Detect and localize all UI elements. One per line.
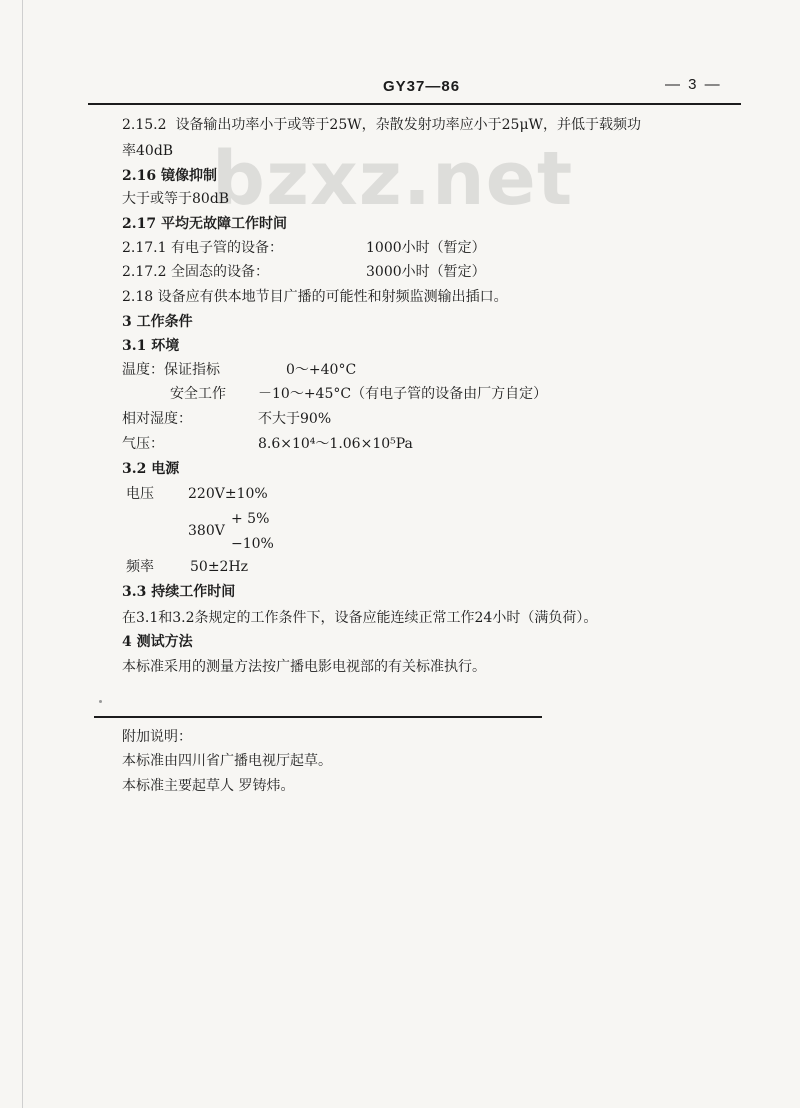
clause-3-3-body: 在3.1和3.2条规定的工作条件下，设备应能连续正常工作24小时（满负荷）。 — [122, 610, 598, 626]
heading-3-2: 3.2 电源 — [122, 461, 180, 477]
temp-value: 0～+40°C — [286, 362, 357, 378]
heading-2-17: 2.17 平均无故障工作时间 — [122, 216, 287, 232]
clause-text: 设备输出功率小于或等于25W，杂散发射功率应小于25μW，并低于载频功 — [175, 117, 641, 133]
clause-2-16-body: 大于或等于80dB — [122, 191, 230, 207]
notes-rule — [94, 716, 542, 718]
safe-label: 安全工作 — [170, 386, 226, 402]
voltage-380-plus: + 5% — [231, 511, 270, 527]
notes-line1: 本标准由四川省广播电视厅起草。 — [122, 753, 332, 769]
pressure-value: 8.6×10⁴～1.06×10⁵Pa — [258, 436, 413, 452]
notes-title: 附加说明： — [122, 729, 192, 745]
page-number: — 3 — — [665, 76, 722, 93]
clause-2-17-1-label: 2.17.1 有电子管的设备： — [122, 240, 283, 256]
heading-4: 4 测试方法 — [122, 634, 193, 650]
temp-label: 温度：保证指标 — [122, 362, 220, 378]
pressure-label: 气压： — [122, 436, 164, 452]
heading-3: 3 工作条件 — [122, 314, 193, 330]
clause-4-body: 本标准采用的测量方法按广播电影电视部的有关标准执行。 — [122, 659, 486, 675]
voltage-380-minus: −10% — [231, 536, 274, 552]
clause-2-17-1-value: 1000小时（暂定） — [366, 240, 486, 256]
clause-2-15-2-line2: 率40dB — [122, 143, 174, 159]
frequency-value: 50±2Hz — [190, 559, 249, 575]
safe-value: －10～+45°C（有电子管的设备由厂方自定） — [258, 386, 548, 402]
heading-2-16: 2.16 镜像抑制 — [122, 168, 217, 184]
notes-line2: 本标准主要起草人 罗铸炜。 — [122, 778, 295, 794]
page-edge-line — [22, 0, 23, 1108]
clause-2-15-2-line1 — [122, 116, 641, 134]
clause-2-17-2-value: 3000小时（暂定） — [366, 264, 486, 280]
watermark: bzxz.net — [212, 136, 574, 222]
voltage-380: 380V — [188, 523, 225, 539]
voltage-220: 220V±10% — [188, 486, 268, 502]
humidity-label: 相对湿度： — [122, 411, 192, 427]
clause-2-17-2-label: 2.17.2 全固态的设备： — [122, 264, 269, 280]
header-rule — [88, 103, 741, 105]
voltage-label: 电压 — [126, 486, 154, 502]
scan-speck — [99, 700, 102, 703]
heading-3-3: 3.3 持续工作时间 — [122, 584, 236, 600]
clause-2-18: 2.18 设备应有供本地节目广播的可能性和射频监测输出插口。 — [122, 289, 508, 305]
standard-code: GY37—86 — [383, 78, 461, 95]
clause-number: 2.15.2 — [122, 117, 167, 133]
humidity-value: 不大于90% — [258, 411, 332, 427]
frequency-label: 频率 — [126, 559, 154, 575]
heading-3-1: 3.1 环境 — [122, 338, 180, 354]
